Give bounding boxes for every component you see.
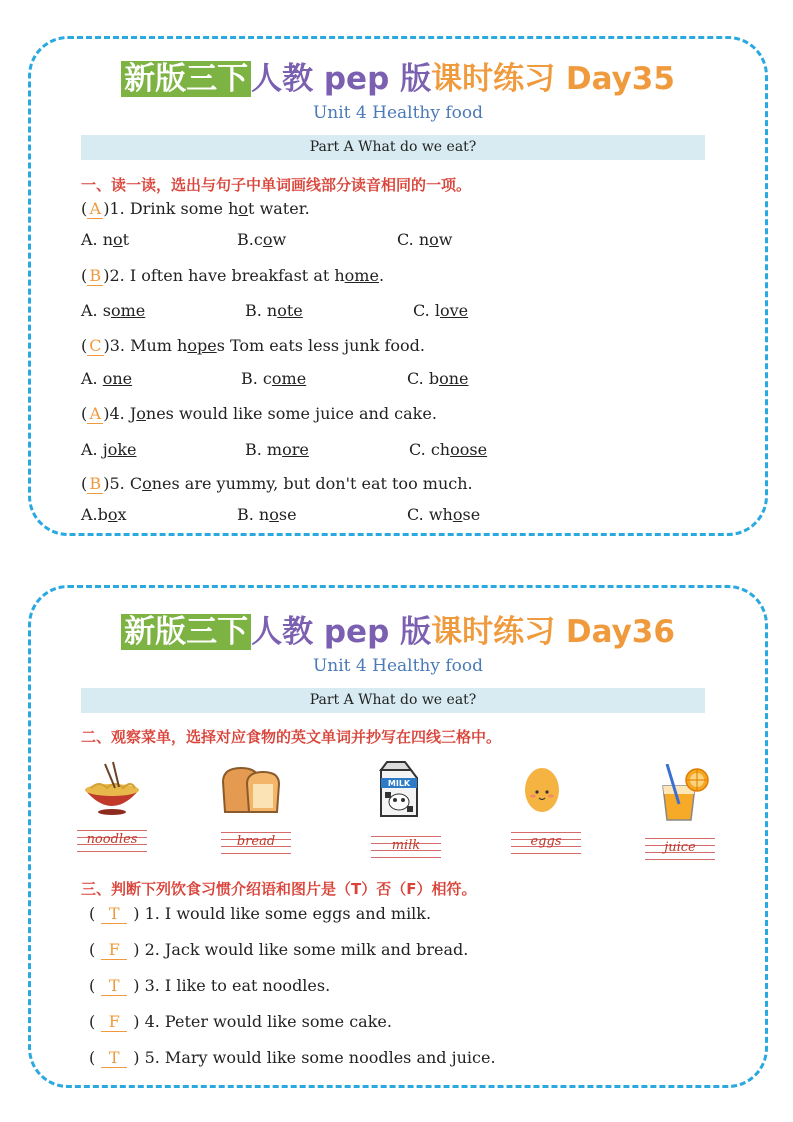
title-purple: 人教 pep 版 xyxy=(251,614,432,650)
option-text-pre: C. n xyxy=(397,230,430,249)
question-4: ( A )4. Jones would like some juice and cake. xyxy=(81,404,437,423)
tf-answer-blank[interactable]: F xyxy=(101,1012,127,1032)
option-text-pre: B. n xyxy=(245,301,278,320)
question-text-post: nes would like some juice and cake. xyxy=(145,404,437,423)
food-word: eggs xyxy=(530,834,562,849)
tf-answer-blank[interactable]: T xyxy=(101,976,127,996)
option-text-pre: A. s xyxy=(81,301,111,320)
question-3: ( C )3. Mum hopes Tom eats less junk food. xyxy=(81,336,425,355)
writing-lines-eggs[interactable] xyxy=(511,830,581,856)
option-5-c xyxy=(407,505,480,524)
option-text-pre: B.c xyxy=(237,230,263,249)
option-underlined: o xyxy=(452,505,463,524)
title-green: 新版三下 xyxy=(121,614,251,650)
option-text-pre: A. xyxy=(81,369,103,388)
question-text-post: s Tom eats less junk food. xyxy=(216,336,425,355)
bread-icon xyxy=(219,762,285,820)
title-orange: 课时练习 Day36 xyxy=(431,614,675,650)
option-underlined: ove xyxy=(439,301,469,320)
option-2-c xyxy=(413,301,468,320)
option-underlined: ome xyxy=(271,369,307,388)
option-text-pre: A. n xyxy=(81,230,114,249)
question-1: ( A )1. Drink some hot water. xyxy=(81,199,310,218)
card-title xyxy=(31,53,765,98)
title-purple: 人教 pep 版 xyxy=(251,61,432,97)
underlined-sound: ope xyxy=(187,336,217,355)
option-3-b xyxy=(241,369,306,388)
option-underlined: ome xyxy=(110,301,146,320)
option-underlined: o xyxy=(429,230,439,249)
option-underlined: o xyxy=(107,505,118,524)
judgment-text: 2. Jack would like some milk and bread. xyxy=(144,940,469,959)
section-heading-2: 二、观察菜单，选择对应食物的英文单词并抄写在四线三格中。 xyxy=(81,728,502,746)
tf-answer-blank[interactable]: T xyxy=(101,904,127,924)
option-text-pre: C. wh xyxy=(407,505,453,524)
worksheet-card-day35 xyxy=(28,36,768,536)
writing-lines-bread[interactable] xyxy=(221,830,291,856)
question-text-pre: )2. I often have breakfast at h xyxy=(103,266,345,285)
question-5: ( B )5. Cones are yummy, but don't eat too much. xyxy=(81,474,473,493)
option-1-b xyxy=(237,230,286,249)
option-1-c xyxy=(397,230,453,249)
judgment-text: 3. I like to eat noodles. xyxy=(144,976,331,995)
unit-title: Unit 4 Healthy food xyxy=(312,103,484,123)
writing-lines-noodles[interactable] xyxy=(77,828,147,854)
answer-blank[interactable]: C xyxy=(89,336,102,355)
tf-answer-blank[interactable]: F xyxy=(101,940,127,960)
underlined-sound: o xyxy=(136,404,146,423)
title-orange: 课时练习 Day35 xyxy=(431,61,675,97)
egg-icon xyxy=(509,760,575,818)
option-1-a xyxy=(81,230,129,249)
option-text-pre: C. l xyxy=(413,301,440,320)
option-3-c xyxy=(407,369,469,388)
milk-icon xyxy=(365,760,431,818)
answer-blank[interactable]: A xyxy=(87,404,103,424)
question-text-post: nes are yummy, but don't eat too much. xyxy=(151,474,473,493)
option-underlined: ore xyxy=(282,440,309,459)
question-text-pre: )5. C xyxy=(103,474,143,493)
question-text-pre: )3. Mum h xyxy=(103,336,188,355)
writing-lines-juice[interactable] xyxy=(645,836,715,862)
judgment-1: ( T ) 1. I would like some eggs and milk. xyxy=(89,904,432,923)
judgment-text: 5. Mary would like some noodles and juice. xyxy=(144,1048,496,1067)
option-underlined: o xyxy=(269,505,279,524)
writing-lines-milk[interactable] xyxy=(371,834,441,860)
underlined-sound: ome xyxy=(344,266,379,285)
judgment-4: ( F ) 4. Peter would like some cake. xyxy=(89,1012,392,1031)
option-underlined: oke xyxy=(107,440,137,459)
option-underlined: one xyxy=(102,369,133,388)
answer-blank[interactable]: B xyxy=(87,474,103,494)
option-text-pre: C. ch xyxy=(409,440,451,459)
option-text-pre: A.b xyxy=(81,505,108,524)
option-5-a xyxy=(81,505,127,524)
food-word: juice xyxy=(664,840,696,855)
judgment-text: 4. Peter would like some cake. xyxy=(144,1012,392,1031)
title-green: 新版三下 xyxy=(121,61,251,97)
judgment-2: ( F ) 2. Jack would like some milk and bread. xyxy=(89,940,469,959)
option-4-a xyxy=(81,440,136,459)
option-text-post: t xyxy=(122,230,130,249)
milk-carton-label: MILK xyxy=(387,779,411,788)
option-underlined: one xyxy=(439,369,469,388)
card-title xyxy=(31,606,765,651)
section-heading: 一、读一读，选出与句子中单词画线部分读音相同的一项。 xyxy=(81,176,472,194)
option-underlined: ote xyxy=(277,301,303,320)
question-text-pre: )1. Drink some h xyxy=(103,199,239,218)
judgment-3: ( T ) 3. I like to eat noodles. xyxy=(89,976,331,995)
option-text-pre: B. c xyxy=(241,369,272,388)
juice-icon xyxy=(649,764,715,822)
answer-blank[interactable]: A xyxy=(87,199,103,219)
tf-answer-blank[interactable]: T xyxy=(101,1048,127,1068)
noodles-icon xyxy=(79,760,145,818)
option-3-a xyxy=(81,369,132,388)
section-heading-3: 三、判断下列饮食习惯介绍语和图片是（T）否（F）相符。 xyxy=(81,880,477,898)
unit-title: Unit 4 Healthy food xyxy=(312,656,484,676)
option-underlined: o xyxy=(262,230,273,249)
question-text-post: . xyxy=(378,266,385,285)
food-word: noodles xyxy=(86,832,138,847)
worksheet-card-day36 xyxy=(28,585,768,1088)
judgment-text: 1. I would like some eggs and milk. xyxy=(144,904,432,923)
answer-blank[interactable]: B xyxy=(87,266,103,286)
option-2-b xyxy=(245,301,303,320)
option-4-c xyxy=(409,440,487,459)
option-text-pre: A. j xyxy=(81,440,108,459)
option-text-post: w xyxy=(438,230,453,249)
option-text-post: se xyxy=(278,505,297,524)
underlined-sound: o xyxy=(238,199,249,218)
part-bar: Part A What do we eat? xyxy=(81,688,705,713)
underlined-sound: o xyxy=(142,474,152,493)
option-text-pre: B. m xyxy=(245,440,283,459)
option-underlined: o xyxy=(113,230,123,249)
option-text-post: se xyxy=(462,505,481,524)
option-text-pre: B. n xyxy=(237,505,270,524)
option-text-post: w xyxy=(272,230,287,249)
question-text-pre: )4. J xyxy=(103,404,137,423)
option-2-a xyxy=(81,301,145,320)
question-2: ( B )2. I often have breakfast at home. xyxy=(81,266,385,285)
option-text-pre: C. b xyxy=(407,369,440,388)
judgment-5: ( T ) 5. Mary would like some noodles and juice. xyxy=(89,1048,496,1067)
food-word: bread xyxy=(236,834,276,849)
part-bar: Part A What do we eat? xyxy=(81,135,705,160)
option-underlined: oose xyxy=(450,440,488,459)
option-5-b xyxy=(237,505,297,524)
question-text-post: t water. xyxy=(248,199,310,218)
option-text-post: x xyxy=(117,505,127,524)
option-4-b xyxy=(245,440,309,459)
food-word: milk xyxy=(391,838,421,853)
